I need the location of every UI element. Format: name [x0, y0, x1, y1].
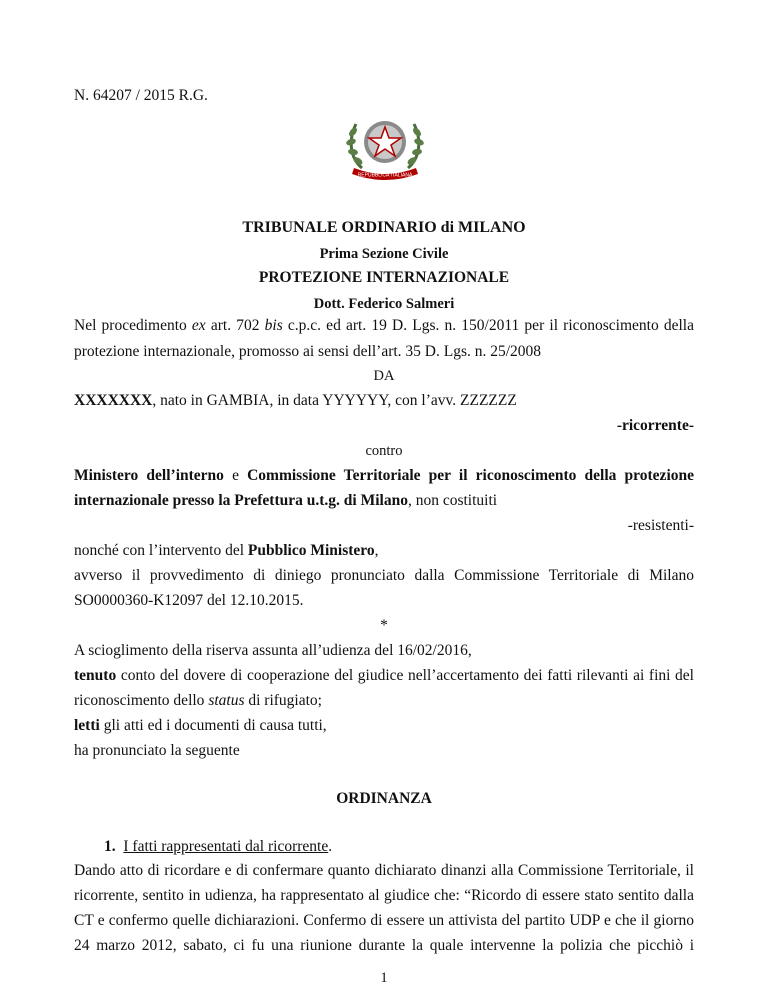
da-label: DA — [373, 368, 395, 384]
court-section: Prima Sezione Civile — [319, 246, 449, 262]
section-heading: 1. I fatti rappresentati dal ricorrente. — [104, 838, 333, 855]
asterisk-separator: * — [380, 617, 388, 634]
contro-label: contro — [365, 443, 403, 459]
ordinanza-title: ORDINANZA — [336, 790, 432, 807]
applicant-role: -ricorrente- — [616, 417, 694, 434]
court-matter: PROTEZIONE INTERNAZIONALE — [258, 269, 510, 286]
respondents-line-1: Ministero dell’interno e Commissione Territoriale per il riconoscimento della protezione — [74, 467, 694, 484]
tenuto-line-2: riconoscimento dello status di rifugiato; — [74, 692, 322, 709]
republic-emblem-icon — [340, 110, 430, 182]
body-line-4: 24 marzo 2012, sabato, ci fu una riunione durante la quale intervenne la polizia che picchiò i — [74, 937, 694, 954]
tenuto-line-1: tenuto conto del dovere di cooperazione del giudice nell’accertamento dei fatti rilevanti ai fini del — [74, 667, 694, 684]
reserve-line: A scioglimento della riserva assunta all’udienza del 16/02/2016, — [74, 642, 472, 659]
appeal-line-2: SO0000360-K12097 del 12.10.2015. — [74, 592, 304, 609]
procedure-line-2: protezione internazionale, promosso ai sensi dell’art. 35 D. Lgs. n. 25/2008 — [74, 343, 542, 360]
intervention-line: nonché con l’intervento del Pubblico Ministero, — [74, 542, 379, 559]
svg-text:REPUBBLICA ITALIANA: REPUBBLICA ITALIANA — [357, 172, 413, 179]
letti-line: letti gli atti ed i documenti di causa tutti, — [74, 717, 327, 734]
body-line-1: Dando atto di ricordare e di confermare quanto dichiarato dinanzi alla Commissione Territoriale, il — [74, 862, 694, 879]
procedure-line-1: Nel procedimento ex art. 702 bis c.p.c. ed art. 19 D. Lgs. n. 150/2011 per il riconoscimento della — [74, 317, 694, 334]
applicant-line: XXXXXXX, nato in GAMBIA, in data YYYYYY, con l’avv. ZZZZZZ — [74, 392, 517, 409]
body-line-3: CT e confermo quelle dichiarazioni. Confermo di essere un attivista del partito UDP e che il giorno — [74, 912, 694, 929]
respondents-line-2: internazionale presso la Prefettura u.t.g. di Milano, non costituiti — [74, 492, 498, 509]
judge-name: Dott. Federico Salmeri — [313, 296, 455, 312]
respondents-role: -resistenti- — [627, 517, 694, 534]
case-number: N. 64207 / 2015 R.G. — [74, 87, 208, 104]
body-line-2: ricorrente, sentito in udienza, ha rappresentato al giudice che: “Ricordo di essere stato sentito dalla — [74, 887, 694, 904]
appeal-line-1: avverso il provvedimento di diniego pronunciato dalla Commissione Territoriale di Milano — [74, 567, 694, 584]
court-name: TRIBUNALE ORDINARIO di MILANO — [242, 219, 526, 236]
page-number: 1 — [380, 970, 388, 986]
pronounce-line: ha pronunciato la seguente — [74, 742, 240, 759]
